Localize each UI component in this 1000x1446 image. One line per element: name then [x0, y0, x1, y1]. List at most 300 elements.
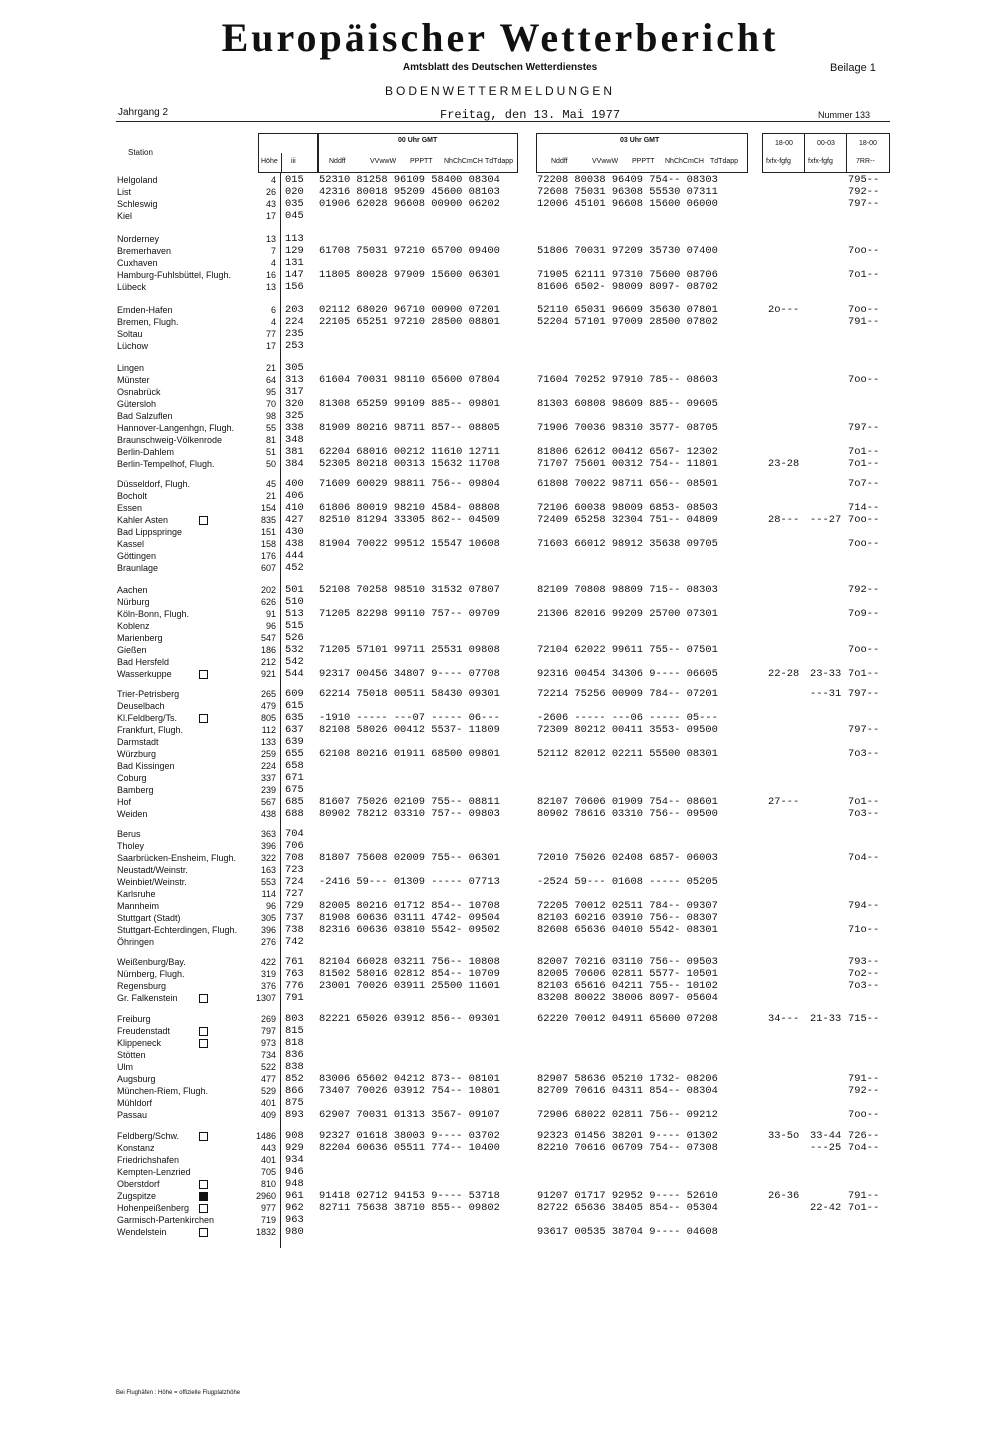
obs-00utc: 82221 65026 03912 856-- 09301	[319, 1013, 500, 1025]
g00-nddff-header: Nddff	[329, 158, 346, 165]
table-row	[0, 374, 1000, 386]
station-index: 727	[285, 888, 304, 900]
obs-03utc: 72010 75026 02408 6857- 06003	[537, 852, 718, 864]
obs-00utc: 83006 65602 04212 873-- 08101	[319, 1073, 500, 1085]
station-height: 626	[260, 597, 276, 607]
gust-18-00: 23-28	[768, 458, 800, 470]
station-name: Konstanz	[117, 1143, 155, 1153]
obs-00utc: 91418 02712 94153 9---- 53718	[319, 1190, 500, 1202]
precip-18-00: 797--	[848, 198, 880, 210]
station-height: 55	[265, 423, 276, 433]
table-row	[0, 245, 1000, 257]
obs-00utc: 82005 80216 01712 854-- 10708	[319, 900, 500, 912]
station-name: Koblenz	[117, 621, 150, 631]
obs-00utc: 92317 00456 34807 9---- 07708	[319, 668, 500, 680]
station-name: Kempten-Lenzried	[117, 1167, 191, 1177]
station-name: Freudenstadt	[117, 1026, 171, 1036]
precip-18-00: 792--	[848, 584, 880, 596]
table-row	[0, 1073, 1000, 1085]
precip-18-00: 795--	[848, 174, 880, 186]
station-index: 776	[285, 980, 304, 992]
station-index: 129	[285, 245, 304, 257]
station-name: Weißenburg/Bay.	[117, 957, 186, 967]
station-height: 212	[260, 657, 276, 667]
gust-18-00: 2o---	[768, 304, 800, 316]
table-row	[0, 668, 1000, 680]
station-name: Darmstadt	[117, 737, 159, 747]
table-row	[0, 748, 1000, 760]
table-row	[0, 386, 1000, 398]
station-height: 529	[260, 1086, 276, 1096]
obs-03utc: 82722 65636 38405 854-- 05304	[537, 1202, 718, 1214]
table-row	[0, 328, 1000, 340]
station-name: Cuxhaven	[117, 258, 158, 268]
station-index: 791	[285, 992, 304, 1004]
station-height: 17	[265, 211, 276, 221]
mountain-station-icon	[199, 714, 208, 723]
station-height: 13	[265, 234, 276, 244]
station-name: Saarbrücken-Ensheim, Flugh.	[117, 853, 237, 863]
station-height: 45	[265, 479, 276, 489]
station-index: 020	[285, 186, 304, 198]
c3-bottom-header: 7RR--	[856, 158, 875, 165]
table-row	[0, 796, 1000, 808]
table-row	[0, 656, 1000, 668]
station-name: Norderney	[117, 234, 160, 244]
table-row	[0, 840, 1000, 852]
station-name: Schleswig	[117, 199, 158, 209]
station-name: Wendelstein	[117, 1227, 167, 1237]
station-name: Braunschweig-Völkenrode	[117, 435, 223, 445]
obs-00utc: 22105 65251 97210 28500 08801	[319, 316, 500, 328]
obs-00utc: 81908 60636 03111 4742- 09504	[319, 912, 500, 924]
station-name: Osnabrück	[117, 387, 161, 397]
obs-03utc: 72104 62022 99611 755-- 07501	[537, 644, 718, 656]
obs-00utc: 82316 60636 03810 5542- 09502	[319, 924, 500, 936]
obs-00utc: 62204 68016 00212 11610 12711	[319, 446, 500, 458]
gust-00-03: 22-42	[810, 1202, 842, 1214]
station-index: 737	[285, 912, 304, 924]
c2-top-header: 00-03	[817, 140, 835, 147]
station-height: 1307	[255, 993, 276, 1003]
obs-00utc: -2416 59--- 01309 ----- 07713	[319, 876, 500, 888]
station-index: 501	[285, 584, 304, 596]
station-height: 6	[270, 305, 276, 315]
station-height: 26	[265, 187, 276, 197]
obs-03utc: 51806 70031 97209 35730 07400	[537, 245, 718, 257]
station-name: Oberstdorf	[117, 1179, 160, 1189]
station-index: 235	[285, 328, 304, 340]
precip-18-00: 797--	[848, 688, 880, 700]
g00-vvwww-header: VVwwW	[370, 158, 397, 165]
g03-pppt-header: PPPTT	[632, 158, 655, 165]
station-height: 64	[265, 375, 276, 385]
station-index: 510	[285, 596, 304, 608]
station-index: 658	[285, 760, 304, 772]
station-name: Regensburg	[117, 981, 167, 991]
obs-00utc: 82104 66028 03211 756-- 10808	[319, 956, 500, 968]
station-height: 16	[265, 270, 276, 280]
station-name: Soltau	[117, 329, 143, 339]
precip-18-00: 7oo--	[848, 304, 880, 316]
station-height: 77	[265, 329, 276, 339]
station-height: 112	[261, 725, 276, 735]
precip-18-00: 7o9--	[848, 608, 880, 620]
station-height: 835	[260, 515, 276, 525]
hoehe-header: Höhe	[261, 158, 278, 165]
station-height: 91	[265, 609, 276, 619]
station-name: Helgoland	[117, 175, 158, 185]
obs-03utc: 71604 70252 97910 785-- 08603	[537, 374, 718, 386]
station-index: 313	[285, 374, 304, 386]
table-row	[0, 269, 1000, 281]
table-row	[0, 608, 1000, 620]
table-row	[0, 538, 1000, 550]
station-height: 17	[265, 341, 276, 351]
mountain-station-icon	[199, 1204, 208, 1213]
obs-03utc: 72409 65258 32304 751-- 04809	[537, 514, 718, 526]
station-name: Weinbiet/Weinstr.	[117, 877, 187, 887]
obs-00utc: 61604 70031 98110 65600 07804	[319, 374, 500, 386]
precip-18-00: 797--	[848, 724, 880, 736]
station-height: 158	[260, 539, 276, 549]
station-name: Nürnberg, Flugh.	[117, 969, 185, 979]
precip-18-00: 7o4--	[848, 1142, 880, 1154]
obs-00utc: 82108 58026 00412 5537- 11809	[319, 724, 500, 736]
precip-18-00: 7o2--	[848, 968, 880, 980]
table-row	[0, 980, 1000, 992]
station-index: 818	[285, 1037, 304, 1049]
station-name: Bremerhaven	[117, 246, 172, 256]
station-name: Öhringen	[117, 937, 155, 947]
gust-18-00: 34---	[768, 1013, 800, 1025]
table-row	[0, 514, 1000, 526]
station-name: Friedrichshafen	[117, 1155, 180, 1165]
station-index: 348	[285, 434, 304, 446]
station-height: 607	[260, 563, 276, 573]
obs-00utc: 01906 62028 96608 00900 06202	[319, 198, 500, 210]
station-height: 401	[260, 1098, 276, 1108]
station-height: 202	[260, 585, 276, 595]
g00-pppt-header: PPPTT	[410, 158, 433, 165]
gust-00-03: ---27	[810, 514, 842, 526]
gust-00-03: 33-44	[810, 1130, 842, 1142]
obs-03utc: 72608 75031 96308 55530 07311	[537, 186, 718, 198]
obs-03utc: -2524 59--- 01608 ----- 05205	[537, 876, 718, 888]
precip-18-00: 7oo--	[848, 538, 880, 550]
station-height: 477	[260, 1074, 276, 1084]
station-name: Tholey	[117, 841, 145, 851]
station-height: 96	[265, 901, 276, 911]
station-height: 259	[260, 749, 276, 759]
obs-03utc: 82109 70808 98809 715-- 08303	[537, 584, 718, 596]
station-name: Gr. Falkenstein	[117, 993, 178, 1003]
station-height: 186	[260, 645, 276, 655]
obs-00utc: 71205 82298 99110 757-- 09709	[319, 608, 500, 620]
station-name: Stötten	[117, 1050, 146, 1060]
obs-00utc: 62907 70031 01313 3567- 09107	[319, 1109, 500, 1121]
precip-18-00: 791--	[848, 316, 880, 328]
precip-18-00: 7o1--	[848, 796, 880, 808]
station-name: Gießen	[117, 645, 147, 655]
table-row	[0, 1097, 1000, 1109]
table-row	[0, 1130, 1000, 1142]
station-index: 946	[285, 1166, 304, 1178]
obs-03utc: 82103 65616 04211 755-- 10102	[537, 980, 718, 992]
table-row	[0, 1049, 1000, 1061]
station-name: Stuttgart-Echterdingen, Flugh.	[117, 925, 238, 935]
station-index: 156	[285, 281, 304, 293]
obs-03utc: 71906 70036 98310 3577- 08705	[537, 422, 718, 434]
station-name: Coburg	[117, 773, 147, 783]
station-index: 427	[285, 514, 304, 526]
station-name: Bad Lippspringe	[117, 527, 183, 537]
station-height: 396	[260, 841, 276, 851]
obs-03utc: 82007 70216 03110 756-- 09503	[537, 956, 718, 968]
table-row	[0, 936, 1000, 948]
station-name: Garmisch-Partenkirchen	[117, 1215, 215, 1225]
station-height: 239	[260, 785, 276, 795]
station-name: Passau	[117, 1110, 148, 1120]
station-height: 567	[260, 797, 276, 807]
precip-18-00: 7oo--	[848, 245, 880, 257]
station-name: Marienberg	[117, 633, 163, 643]
issue-number: Nummer 133	[818, 110, 871, 120]
table-row	[0, 596, 1000, 608]
mountain-station-icon	[199, 516, 208, 525]
station-height: 4	[270, 317, 276, 327]
obs-03utc: 71603 66012 98912 35638 09705	[537, 538, 718, 550]
iii-header: iii	[291, 158, 296, 165]
obs-00utc: 62214 75018 00511 58430 09301	[319, 688, 500, 700]
extra-divider-2	[846, 133, 847, 173]
station-name: Klippeneck	[117, 1038, 162, 1048]
obs-03utc: 12006 45101 96608 15600 06000	[537, 198, 718, 210]
obs-03utc: 61808 70022 98711 656-- 08501	[537, 478, 718, 490]
table-row	[0, 1013, 1000, 1025]
station-name: Hohenpeißenberg	[117, 1203, 190, 1213]
station-index: 131	[285, 257, 304, 269]
station-height: 401	[260, 1155, 276, 1165]
table-row	[0, 198, 1000, 210]
station-name: Bad Hersfeld	[117, 657, 170, 667]
obs-03utc: 81303 60808 98609 885-- 09605	[537, 398, 718, 410]
station-height: 805	[260, 713, 276, 723]
table-row	[0, 281, 1000, 293]
station-index: 948	[285, 1178, 304, 1190]
station-name: Bamberg	[117, 785, 154, 795]
table-row	[0, 772, 1000, 784]
table-row	[0, 1154, 1000, 1166]
precip-18-00: 7oo--	[848, 644, 880, 656]
station-height: 734	[260, 1050, 276, 1060]
table-row	[0, 956, 1000, 968]
mountain-station-icon	[199, 994, 208, 1003]
station-index: 452	[285, 562, 304, 574]
station-name: Freiburg	[117, 1014, 151, 1024]
table-row	[0, 852, 1000, 864]
c2-bottom-header: fxfx-fgfg	[808, 158, 833, 165]
station-index: 615	[285, 700, 304, 712]
station-index: 430	[285, 526, 304, 538]
precip-18-00: 792--	[848, 186, 880, 198]
station-index: 704	[285, 828, 304, 840]
table-row	[0, 1214, 1000, 1226]
station-height: 50	[265, 459, 276, 469]
table-row	[0, 340, 1000, 352]
station-name: Trier-Petrisberg	[117, 689, 180, 699]
precip-18-00: 7o3--	[848, 808, 880, 820]
station-height: 4	[270, 258, 276, 268]
table-row	[0, 1025, 1000, 1037]
table-row	[0, 526, 1000, 538]
station-height: 547	[260, 633, 276, 643]
station-index: 406	[285, 490, 304, 502]
station-name: Braunlage	[117, 563, 159, 573]
obs-00utc: 52310 81258 96109 58400 08304	[319, 174, 500, 186]
obs-03utc: 82709 70616 04311 854-- 08304	[537, 1085, 718, 1097]
station-index: 045	[285, 210, 304, 222]
header-rule	[116, 121, 890, 122]
obs-03utc: 82005 70606 02811 5577- 10501	[537, 968, 718, 980]
station-name: Deuselbach	[117, 701, 165, 711]
station-index: 015	[285, 174, 304, 186]
obs-00utc: 81308 65259 99109 885-- 09801	[319, 398, 500, 410]
station-index: 444	[285, 550, 304, 562]
gust-00-03: ---25	[810, 1142, 842, 1154]
station-height: 133	[260, 737, 276, 747]
station-height: 1486	[255, 1131, 276, 1141]
precip-18-00: 726--	[848, 1130, 880, 1142]
precip-18-00: 71o--	[848, 924, 880, 936]
obs-03utc: 52110 65031 96609 35630 07801	[537, 304, 718, 316]
obs-03utc: 82210 70616 06709 754-- 07308	[537, 1142, 718, 1154]
date-label: Freitag, den 13. Mai 1977	[440, 108, 621, 122]
station-height: 479	[260, 701, 276, 711]
station-index: 526	[285, 632, 304, 644]
station-name: Stuttgart (Stadt)	[117, 913, 181, 923]
obs-00utc: 52305 80218 00313 15632 11708	[319, 458, 500, 470]
obs-00utc: -1910 ----- ---07 ----- 06---	[319, 712, 500, 724]
station-index: 908	[285, 1130, 304, 1142]
station-height: 438	[260, 809, 276, 819]
gust-18-00: 22-28	[768, 668, 800, 680]
precip-18-00: 7oo--	[848, 514, 880, 526]
station-name: Lingen	[117, 363, 145, 373]
station-name: Kl.Feldberg/Ts.	[117, 713, 178, 723]
station-index: 963	[285, 1214, 304, 1226]
precip-18-00: 7o1--	[848, 668, 880, 680]
mountain-station-icon	[199, 1180, 208, 1189]
obs-00utc: 82711 75638 38710 855-- 09802	[319, 1202, 500, 1214]
station-height: 363	[260, 829, 276, 839]
table-row	[0, 992, 1000, 1004]
gust-18-00: 28---	[768, 514, 800, 526]
obs-03utc: 82608 65636 04010 5542- 08301	[537, 924, 718, 936]
station-index: 761	[285, 956, 304, 968]
table-row	[0, 828, 1000, 840]
table-row	[0, 584, 1000, 596]
station-height: 81	[265, 435, 276, 445]
table-row	[0, 434, 1000, 446]
station-height: 443	[260, 1143, 276, 1153]
station-index: 723	[285, 864, 304, 876]
station-height: 269	[260, 1014, 276, 1024]
station-index: 147	[285, 269, 304, 281]
table-row	[0, 900, 1000, 912]
table-row	[0, 446, 1000, 458]
station-index: 317	[285, 386, 304, 398]
station-height: 810	[260, 1179, 276, 1189]
station-index: 675	[285, 784, 304, 796]
station-name: Düsseldorf, Flugh.	[117, 479, 191, 489]
station-index: 838	[285, 1061, 304, 1073]
precip-18-00: 7o1--	[848, 458, 880, 470]
station-index: 866	[285, 1085, 304, 1097]
station-name: Frankfurt, Flugh.	[117, 725, 184, 735]
obs-03utc: 52112 82012 02211 55500 08301	[537, 748, 718, 760]
page-title: Europäischer Wetterbericht	[221, 15, 779, 60]
table-row	[0, 410, 1000, 422]
precip-18-00: 791--	[848, 1073, 880, 1085]
station-name: Würzburg	[117, 749, 157, 759]
precip-18-00: 7oo--	[848, 1109, 880, 1121]
g03-vvwww-header: VVwwW	[592, 158, 619, 165]
station-height: 376	[260, 981, 276, 991]
station-name: Hof	[117, 797, 132, 807]
table-row	[0, 924, 1000, 936]
c3-top-header: 18-00	[859, 140, 877, 147]
gust-18-00: 27---	[768, 796, 800, 808]
station-index: 513	[285, 608, 304, 620]
station-index: 815	[285, 1025, 304, 1037]
station-index: 729	[285, 900, 304, 912]
station-meta-box	[258, 133, 318, 173]
obs-00utc: 81909 80216 98711 857-- 08805	[319, 422, 500, 434]
station-name: Bad Kissingen	[117, 761, 175, 771]
station-name: Neustadt/Weinstr.	[117, 865, 188, 875]
table-row	[0, 316, 1000, 328]
obs-03utc: 72906 68022 02811 756-- 09212	[537, 1109, 718, 1121]
station-name: Augsburg	[117, 1074, 156, 1084]
table-row	[0, 233, 1000, 245]
precip-18-00: 7o4--	[848, 852, 880, 864]
hoehe-divider	[281, 153, 282, 173]
station-index: 655	[285, 748, 304, 760]
station-name: Nürburg	[117, 597, 150, 607]
table-row	[0, 912, 1000, 924]
obs-03utc: 80902 78616 03310 756-- 09500	[537, 808, 718, 820]
station-height: 163	[260, 865, 276, 875]
table-row	[0, 784, 1000, 796]
obs-00utc: 92327 01618 38003 9---- 03702	[319, 1130, 500, 1142]
station-height: 921	[260, 669, 276, 679]
section-heading: BODENWETTERMELDUNGEN	[384, 84, 615, 98]
station-index: 724	[285, 876, 304, 888]
obs-00utc: 02112 68020 96710 00900 07201	[319, 304, 500, 316]
table-row	[0, 210, 1000, 222]
obs-03utc: 72214 75256 00909 784-- 07201	[537, 688, 718, 700]
obs-03utc: 71707 75601 00312 754-- 11801	[537, 458, 718, 470]
station-height: 719	[260, 1215, 276, 1225]
station-name: München-Riem, Flugh.	[117, 1086, 209, 1096]
station-name: Göttingen	[117, 551, 157, 561]
precip-18-00: 7o3--	[848, 980, 880, 992]
obs-00utc: 82510 81294 33305 862-- 04509	[319, 514, 500, 526]
station-height: 522	[260, 1062, 276, 1072]
station-height: 176	[260, 551, 276, 561]
gust-18-00: 26-36	[768, 1190, 800, 1202]
